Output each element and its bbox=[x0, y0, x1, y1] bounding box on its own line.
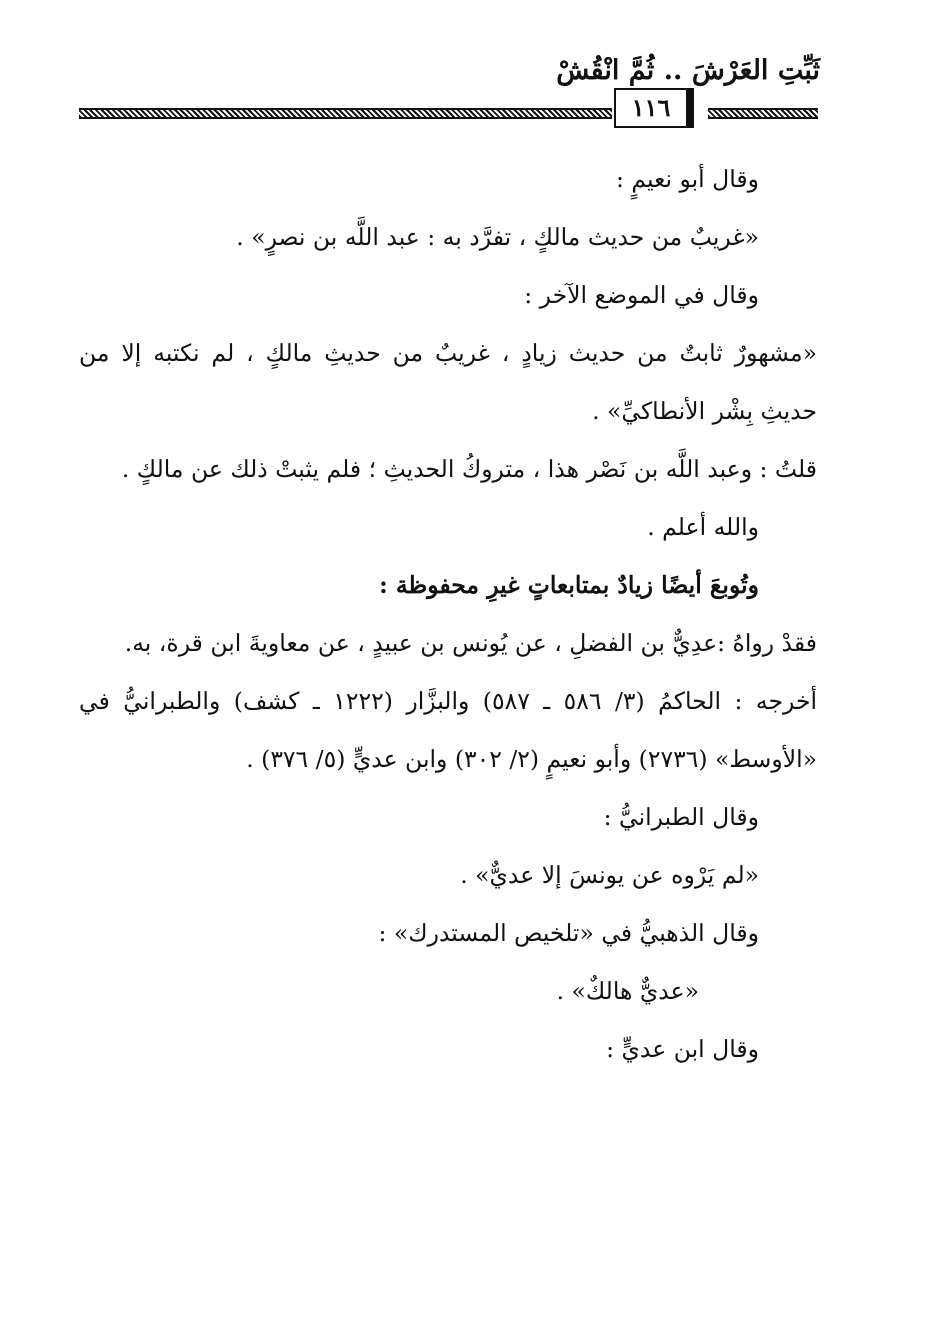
paragraph: قلتُ : وعبد اللَّه بن نَصْر هذا ، متروكُ الحديثِ ؛ فلم يثبتْ ذلك عن مالكٍ . bbox=[121, 455, 817, 483]
paragraph: وقال ابن عديٍّ : bbox=[606, 1035, 759, 1063]
citation-paragraph: أخرجه : الحاكمُ (٣/ ٥٨٦ ـ ٥٨٧) والبزَّار (١٢٢٢ ـ كشف) والطبرانيُّ في «الأوسط» (٢٧٣٦) وأبو نعيمٍ (٢/ ٣٠٢) وابن عديٍّ (٥/ ٣٧٦) . bbox=[79, 687, 818, 773]
paragraph: وقال الذهبيُّ في «تلخيص المستدرك» : bbox=[378, 919, 759, 947]
quote-paragraph: «عديٌّ هالكٌ» . bbox=[556, 977, 699, 1005]
section-heading: وتُوبعَ أيضًا زيادٌ بمتابعاتٍ غيرِ محفوظة : bbox=[379, 571, 759, 599]
quote-paragraph: «مشهورٌ ثابتٌ من حديث زيادٍ ، غريبٌ من حديثِ مالكٍ ، لم نكتبه إلا من حديثِ بِشْر الأنطاكيِّ» . bbox=[79, 339, 817, 425]
paragraph: وقال في الموضع الآخر : bbox=[524, 281, 759, 309]
quote-paragraph: «لم يَرْوه عن يونسَ إلا عديٌّ» . bbox=[460, 861, 759, 889]
paragraph: فقدْ رواهُ :عدِيٌّ بن الفضلِ ، عن يُونس بن عبيدٍ ، عن معاويةَ ابن قرة، به. bbox=[124, 629, 817, 657]
paragraph: والله أعلم . bbox=[647, 513, 759, 541]
header-rule-left bbox=[79, 108, 612, 119]
page-number: ١١٦ bbox=[614, 88, 688, 128]
quote-paragraph: «غريبٌ من حديث مالكٍ ، تفرَّد به : عبد اللَّه بن نصرٍ» . bbox=[236, 223, 759, 251]
header-rule-right bbox=[708, 108, 818, 119]
paragraph: وقال الطبرانيُّ : bbox=[603, 803, 759, 831]
body-text bbox=[79, 150, 817, 1078]
running-title: ثَبِّتِ العَرْشَ .. ثُمَّ انْقُشْ bbox=[556, 55, 820, 86]
paragraph: وقال أبو نعيمٍ : bbox=[616, 165, 759, 193]
